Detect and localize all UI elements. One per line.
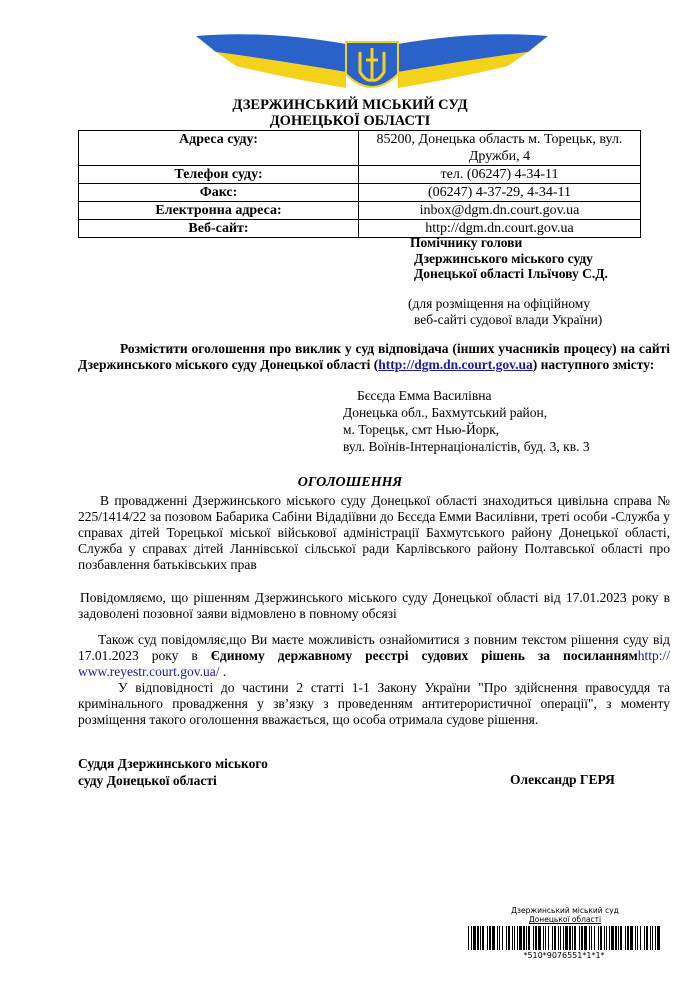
recipient-address-line: вул. Воїнів-Інтернаціоналістів, буд. 3, кв. 3 bbox=[343, 439, 590, 454]
addressee-block bbox=[410, 235, 608, 282]
paragraph-3-text: Також суд повідомляє,що Ви маєте можливість ознайомитися з повним текстом рішення суду від 17.01.2023 року в bbox=[78, 632, 670, 663]
recipient-name: Бєсєда Емма Василівна bbox=[357, 388, 492, 403]
phone-label: Телефон суду: bbox=[79, 166, 359, 184]
announcement-paragraph-3 bbox=[78, 632, 670, 680]
judge-name: Олександр ГЕРЯ bbox=[510, 772, 615, 787]
website-value[interactable]: http://dgm.dn.court.gov.ua bbox=[359, 220, 641, 238]
court-info-table bbox=[78, 130, 641, 238]
registry-name: Єдиному державному реєстрі судових рішень за посиланням bbox=[210, 648, 638, 663]
placement-note bbox=[408, 296, 602, 327]
fax-label: Факс: bbox=[79, 184, 359, 202]
address-value: 85200, Донецька область м. Торецьк, вул. Дружби, 4 bbox=[359, 131, 641, 166]
announcement-paragraph-4: У відповідності до частини 2 статті 1-1 Закону України "Про здійснення правосуддя та кримінального провадження у зв’язку з проведенням антитерористичної операції", з моменту розміщення такого оголошення вважається, що особа отримала судове рішення. bbox=[78, 680, 670, 727]
stamp-line: Донецької області bbox=[528, 915, 602, 924]
court-name-line2: ДОНЕЦЬКОЇ ОБЛАСТІ bbox=[269, 113, 431, 129]
instruction-after: ) наступного змісту: bbox=[532, 356, 655, 372]
paragraph-3-end: . bbox=[219, 664, 227, 679]
court-name-line1: ДЗЕРЖИНСЬКИЙ МІСЬКИЙ СУД bbox=[232, 97, 468, 113]
court-emblem-icon bbox=[196, 30, 548, 100]
announcement-heading: ОГОЛОШЕННЯ bbox=[297, 475, 403, 490]
announcement-paragraph-1: В провадженні Дзержинського міського суду Донецької області знаходиться цивільна справа № 225/1414/22 за позовом Бабарика Сабіни Відадіївни до Бєсєда Емми Василівни, треті особи -Служба у справах дітей Торецької міської військової адміністрації Бахмутського району Донецької області, Служба у справах дітей Ланнівської сільської ради Карлівського району Полтавської області про позбавлення батьківських прав bbox=[78, 493, 670, 572]
email-label: Електронна адреса: bbox=[79, 202, 359, 220]
instruction-text bbox=[78, 341, 670, 372]
address-label: Адреса суду: bbox=[79, 131, 359, 166]
instruction-before: Розмістити оголошення про виклик у суд відповідача (інших учасників процесу) на сайті Дзержинського міського суду Донецької області ( bbox=[78, 341, 670, 372]
judge-title-line: Суддя Дзержинського міського bbox=[78, 756, 268, 771]
email-value[interactable]: inbox@dgm.dn.court.gov.ua bbox=[359, 202, 641, 220]
table-row bbox=[79, 202, 641, 220]
placement-note-line: веб-сайті судової влади України) bbox=[414, 311, 603, 327]
phone-value: тел. (06247) 4-34-11 bbox=[359, 166, 641, 184]
registry-link[interactable]: http:// www.reyestr.court.gov.ua/ bbox=[78, 648, 670, 679]
recipient-block bbox=[343, 387, 590, 455]
table-row bbox=[79, 184, 641, 202]
placement-note-line: (для розміщення на офіційному bbox=[408, 296, 591, 311]
stamp-line: Дзержинський міський суд bbox=[511, 906, 619, 915]
judge-title-line: суду Донецької області bbox=[78, 773, 217, 788]
recipient-address-line: Донецька обл., Бахмутський район, bbox=[343, 405, 548, 420]
addressee-line: Помічнику голови bbox=[410, 235, 523, 250]
recipient-address-line: м. Торецьк, смт Нью-Йорк, bbox=[343, 422, 500, 437]
table-row bbox=[79, 166, 641, 184]
registry-stamp bbox=[505, 906, 625, 924]
table-row bbox=[79, 131, 641, 166]
judge-title bbox=[78, 755, 268, 789]
barcode-icon bbox=[468, 926, 660, 950]
addressee-line: Донецької області Ільїчову С.Д. bbox=[414, 266, 608, 281]
announcement-paragraph-2: Повідомляємо, що рішенням Дзержинського міського суду Донецької області від 17.01.2023 року в задоволені позовної заяви відмовлено в повному обсязі bbox=[78, 590, 670, 621]
fax-value: (06247) 4-37-29, 4-34-11 bbox=[359, 184, 641, 202]
court-site-link[interactable]: http://dgm.dn.court.gov.ua bbox=[378, 356, 533, 372]
website-label: Веб-сайт: bbox=[79, 220, 359, 238]
addressee-line: Дзержинського міського суду bbox=[414, 250, 593, 266]
barcode-text: *510*9076551*1*1* bbox=[523, 951, 605, 960]
